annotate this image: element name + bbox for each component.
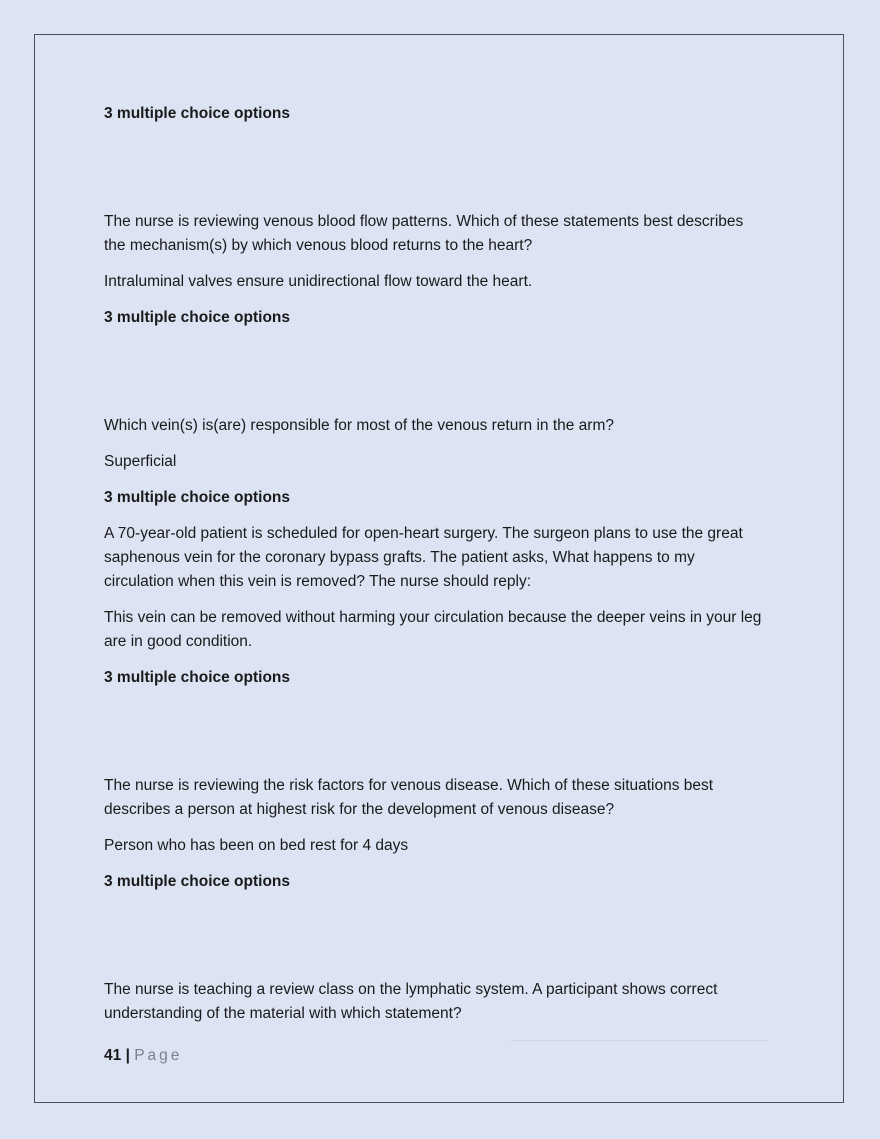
question-text: A 70-year-old patient is scheduled for open-heart surgery. The surgeon plans to use the great xyxy=(104,525,743,542)
question-text: The nurse is teaching a review class on the lymphatic system. A participant shows correct xyxy=(104,981,718,998)
question-text: Which vein(s) is(are) responsible for most of the venous return in the arm? xyxy=(104,417,614,434)
question-text: understanding of the material with which statement? xyxy=(104,1005,462,1022)
footer-separator: | xyxy=(125,1047,130,1064)
footer-rule xyxy=(510,1040,768,1041)
answer-text: Person who has been on bed rest for 4 days xyxy=(104,837,409,854)
page-label: Page xyxy=(134,1047,183,1064)
page-number: 41 xyxy=(104,1047,122,1064)
options-note: 3 multiple choice options xyxy=(104,669,291,686)
question-text: describes a person at highest risk for the development of venous disease? xyxy=(104,801,615,818)
options-note: 3 multiple choice options xyxy=(104,105,291,122)
question-text: The nurse is reviewing the risk factors for venous disease. Which of these situations best xyxy=(104,777,714,794)
answer-text: Intraluminal valves ensure unidirectional flow toward the heart. xyxy=(104,273,533,290)
options-note: 3 multiple choice options xyxy=(104,309,291,326)
question-text: The nurse is reviewing venous blood flow patterns. Which of these statements best describes xyxy=(104,213,744,230)
page-footer xyxy=(104,1045,182,1067)
question-text: the mechanism(s) by which venous blood returns to the heart? xyxy=(104,237,533,254)
answer-text: are in good condition. xyxy=(104,633,253,650)
options-note: 3 multiple choice options xyxy=(104,873,291,890)
question-text: circulation when this vein is removed? The nurse should reply: xyxy=(104,573,532,590)
answer-text: Superficial xyxy=(104,453,177,470)
answer-text: This vein can be removed without harming your circulation because the deeper veins in your leg xyxy=(104,609,762,626)
options-note: 3 multiple choice options xyxy=(104,489,291,506)
question-text: saphenous vein for the coronary bypass grafts. The patient asks, What happens to my xyxy=(104,549,695,566)
